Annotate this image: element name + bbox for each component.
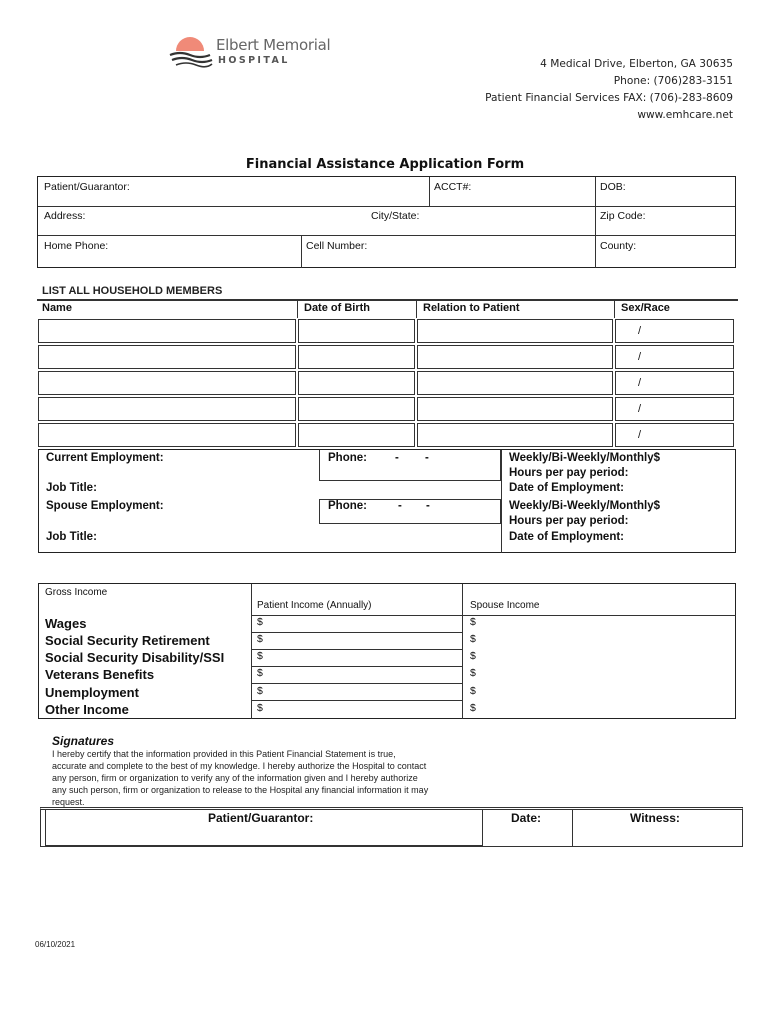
gross-income-heading: Gross Income bbox=[45, 587, 108, 598]
fax-line: Patient Financial Services FAX: (706)-283-8609 bbox=[485, 92, 733, 104]
spouse-job-title-field[interactable]: Job Title: bbox=[46, 531, 97, 543]
sex-race-slash: / bbox=[638, 325, 642, 337]
zip-field[interactable]: Zip Code: bbox=[600, 210, 646, 222]
income-row-label: Social Security Disability/SSI bbox=[45, 650, 225, 665]
certification-line: any person, firm or organization to verify any of the information given and I hereby authorize bbox=[52, 773, 418, 783]
patient-info-box bbox=[37, 176, 736, 268]
witness-signature-field[interactable]: Witness: bbox=[630, 811, 680, 825]
logo-name: Elbert Memorial bbox=[216, 36, 331, 54]
sex-race-slash: / bbox=[638, 429, 642, 441]
spouse-hours-field[interactable]: Hours per pay period: bbox=[509, 515, 629, 527]
spouse-income-input[interactable]: $ bbox=[470, 702, 476, 714]
address-field[interactable]: Address: bbox=[44, 210, 86, 222]
col-relation: Relation to Patient bbox=[423, 302, 520, 314]
phone-dash: - bbox=[395, 452, 399, 464]
city-state-field[interactable]: City/State: bbox=[371, 210, 420, 222]
spouse-phone-field[interactable]: Phone: bbox=[328, 500, 367, 512]
date-signature-field[interactable]: Date: bbox=[511, 811, 542, 825]
spouse-income-input[interactable]: $ bbox=[470, 633, 476, 645]
patient-income-input[interactable]: $ bbox=[257, 633, 263, 645]
phone-line: Phone: (706)283-3151 bbox=[613, 75, 733, 87]
sex-race-slash: / bbox=[638, 377, 642, 389]
county-field[interactable]: County: bbox=[600, 240, 637, 252]
patient-guarantor-field[interactable]: Patient/Guarantor: bbox=[44, 181, 130, 193]
sex-race-slash: / bbox=[638, 403, 642, 415]
spouse-income-input[interactable]: $ bbox=[470, 616, 476, 628]
spouse-date-of-employment-field[interactable]: Date of Employment: bbox=[509, 531, 625, 543]
dob-field[interactable]: DOB: bbox=[600, 181, 626, 193]
spouse-income-input[interactable]: $ bbox=[470, 650, 476, 662]
certification-line: I hereby certify that the information provided in this Patient Financial Statement is true, bbox=[52, 749, 396, 759]
acct-field[interactable]: ACCT#: bbox=[434, 181, 472, 193]
certification-text bbox=[52, 748, 428, 808]
current-employment-field[interactable]: Current Employment: bbox=[46, 452, 164, 464]
spouse-income-input[interactable]: $ bbox=[470, 667, 476, 679]
patient-income-input[interactable]: $ bbox=[257, 685, 263, 697]
employer-phone-field[interactable]: Phone: bbox=[328, 452, 367, 464]
pay-frequency-field[interactable]: Weekly/Bi-Weekly/Monthly$ bbox=[509, 452, 661, 464]
household-divider bbox=[37, 299, 738, 301]
phone-dash: - bbox=[425, 452, 429, 464]
certification-line: request. bbox=[52, 797, 85, 807]
spouse-employment-field[interactable]: Spouse Employment: bbox=[46, 500, 164, 512]
income-row-label: Wages bbox=[45, 616, 87, 631]
job-title-field[interactable]: Job Title: bbox=[46, 482, 97, 494]
revision-date: 06/10/2021 bbox=[35, 940, 76, 949]
patient-income-input[interactable]: $ bbox=[257, 667, 263, 679]
hospital-logo bbox=[168, 34, 331, 70]
income-row-label: Social Security Retirement bbox=[45, 633, 210, 648]
hours-field[interactable]: Hours per pay period: bbox=[509, 467, 629, 479]
spouse-pay-frequency-field[interactable]: Weekly/Bi-Weekly/Monthly$ bbox=[509, 500, 661, 512]
sun-over-waves-icon bbox=[168, 34, 214, 68]
phone-dash: - bbox=[426, 500, 430, 512]
household-heading: LIST ALL HOUSEHOLD MEMBERS bbox=[42, 285, 223, 297]
certification-line: accurate and complete to the best of my knowledge. I hereby authorize the Hospital to contact bbox=[52, 761, 427, 771]
spouse-income-column: Spouse Income bbox=[470, 600, 540, 611]
income-row-label: Unemployment bbox=[45, 685, 139, 700]
certification-line: any such person, firm or organization to release to the Hospital any financial information it may bbox=[52, 785, 429, 795]
col-dob: Date of Birth bbox=[304, 302, 370, 314]
form-title: Financial Assistance Application Form bbox=[245, 157, 525, 172]
logo-subtitle: HOSPITAL bbox=[218, 55, 290, 66]
cell-number-field[interactable]: Cell Number: bbox=[306, 240, 368, 252]
patient-signature-field[interactable]: Patient/Guarantor: bbox=[208, 811, 314, 825]
spouse-income-input[interactable]: $ bbox=[470, 685, 476, 697]
hospital-address bbox=[485, 56, 733, 124]
col-sex-race: Sex/Race bbox=[621, 302, 670, 314]
income-row-label: Other Income bbox=[45, 702, 129, 717]
website-link[interactable]: www.emhcare.net bbox=[637, 109, 733, 121]
sex-race-slash: / bbox=[638, 351, 642, 363]
patient-income-input[interactable]: $ bbox=[257, 702, 263, 714]
phone-dash: - bbox=[398, 500, 402, 512]
address-line: 4 Medical Drive, Elberton, GA 30635 bbox=[540, 58, 733, 70]
income-row-label: Veterans Benefits bbox=[45, 667, 155, 682]
date-of-employment-field[interactable]: Date of Employment: bbox=[509, 482, 625, 494]
home-phone-field[interactable]: Home Phone: bbox=[44, 240, 109, 252]
patient-income-column: Patient Income (Annually) bbox=[257, 600, 372, 611]
patient-income-input[interactable]: $ bbox=[257, 616, 263, 628]
patient-income-input[interactable]: $ bbox=[257, 650, 263, 662]
col-name: Name bbox=[42, 302, 72, 314]
signatures-heading: Signatures bbox=[52, 734, 115, 748]
